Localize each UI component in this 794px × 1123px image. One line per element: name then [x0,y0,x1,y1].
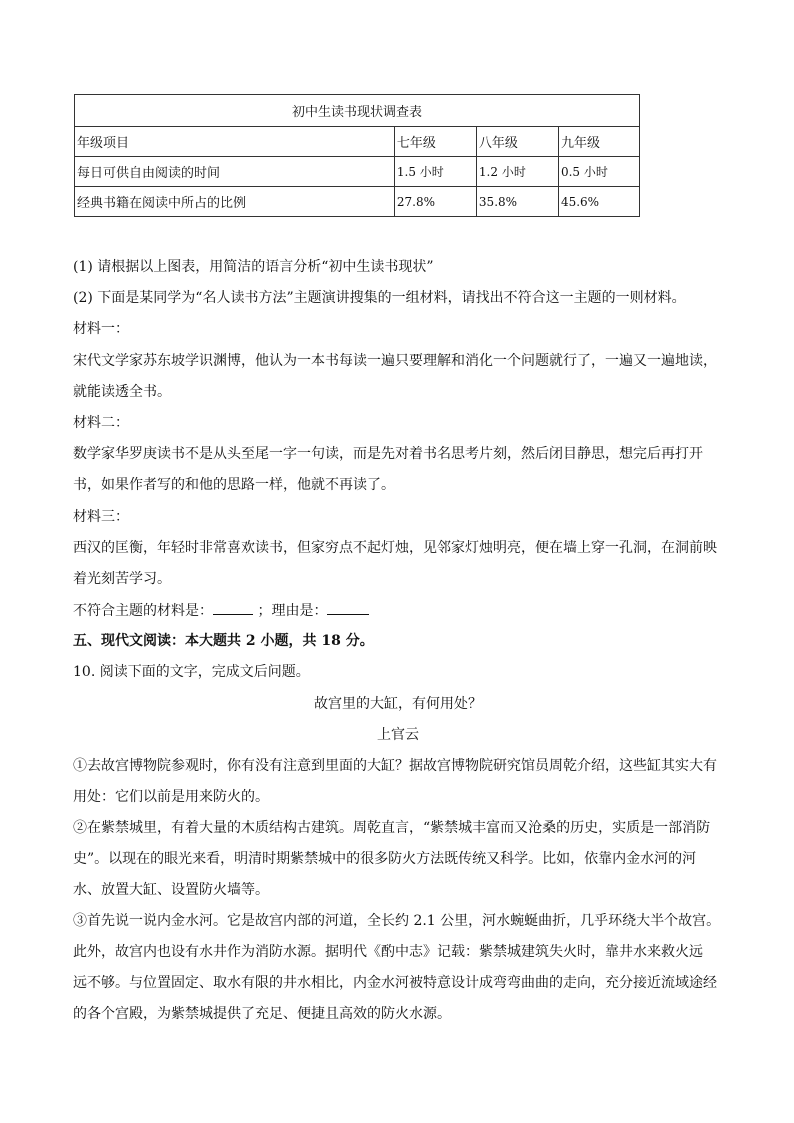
article-line: 水、放置大缸、设置防火墙等。 [73,882,269,898]
article-title: 故宫里的大缸，有何用处？ [314,696,482,712]
table-header-cell: 年级项目 [75,127,395,157]
table-cell: 1.2 小时 [476,157,558,187]
table-cell: 35.8% [476,187,558,217]
material-1-line: 就能读透全书。 [73,384,171,400]
table-cell: 45.6% [558,187,639,217]
table-cell: 经典书籍在阅读中所占的比例 [75,187,395,217]
table-cell: 1.5 小时 [394,157,476,187]
table-header-cell: 九年级 [558,127,639,157]
table-caption: 初中生读书现状调查表 [75,95,640,127]
table-cell: 0.5 小时 [558,157,639,187]
article-line: 用处：它们以前是用来防火的。 [73,789,269,805]
material-2-label: 材料二： [73,415,129,431]
answer-material-blank[interactable] [213,600,253,615]
table-header-cell: 七年级 [394,127,476,157]
material-1-label: 材料一： [73,321,129,337]
article-line: ①去故宫博物院参观时，你有没有注意到里面的大缸？据故宫博物院研究馆员周乾介绍，这些缸其实大有 [73,758,717,774]
table-cell: 27.8% [394,187,476,217]
table-header-cell: 八年级 [476,127,558,157]
article-line: 史”。以现在的眼光来看，明清时期紫禁城中的很多防火方法既传统又科学。比如，依靠内金水河的河 [73,851,697,867]
article-line: 的各个宫殿，为紫禁城提供了充足、便捷且高效的防火水源。 [73,1006,451,1022]
table-row [75,187,640,217]
material-2-line: 书，如果作者写的和他的思路一样，他就不再读了。 [73,477,395,493]
article-author: 上官云 [377,727,419,743]
question-1: (1) 请根据以上图表，用简洁的语言分析“初中生读书现状” [73,259,434,275]
article-line: 此外，故宫内也设有水井作为消防水源。据明代《酌中志》记载：紫禁城建筑失火时，靠井水来救火远 [73,944,703,960]
table-header-row [75,127,640,157]
material-3-line: 西汉的匡衡，年轻时非常喜欢读书，但家穷点不起灯烛，见邻家灯烛明亮，便在墙上穿一孔洞，在洞前映 [73,540,717,556]
answer-reason-blank[interactable] [327,600,369,615]
question-10: 10. 阅读下面的文字，完成文后问题。 [73,664,310,680]
article-line: ③首先说一说内金水河。它是故宫内部的河道，全长约 2.1 公里，河水蜿蜒曲折，几乎环绕大半个故宫。 [73,913,721,929]
answer-material-label: 不符合主题的材料是： [73,603,213,619]
section-heading: 五、现代文阅读：本大题共 2 小题，共 18 分。 [73,633,374,649]
material-3-line: 着光刻苦学习。 [73,571,171,587]
table-cell: 每日可供自由阅读的时间 [75,157,395,187]
table-row [75,157,640,187]
question-2: (2) 下面是某同学为“名人读书方法”主题演讲搜集的一组材料，请找出不符合这一主题的一则材料。 [73,290,686,306]
article-line: ②在紫禁城里，有着大量的木质结构古建筑。周乾直言，“紫禁城丰富而又沧桑的历史，实质是一部消防 [73,820,711,836]
material-1-line: 宋代文学家苏东坡学识渊博，他认为一本书每读一遍只要理解和消化一个问题就行了，一遍又一遍地读， [73,353,717,369]
material-2-line: 数学家华罗庚读书不是从头至尾一字一句读，而是先对着书名思考片刻，然后闭目静思，想完后再打开 [73,446,703,462]
article-line: 远不够。与位置固定、取水有限的井水相比，内金水河被特意设计成弯弯曲曲的走向，充分接近流域途经 [73,975,717,991]
answer-reason-label: ；理由是： [257,603,328,619]
material-3-label: 材料三： [73,509,129,525]
survey-table [74,94,640,217]
answer-line [73,600,723,621]
